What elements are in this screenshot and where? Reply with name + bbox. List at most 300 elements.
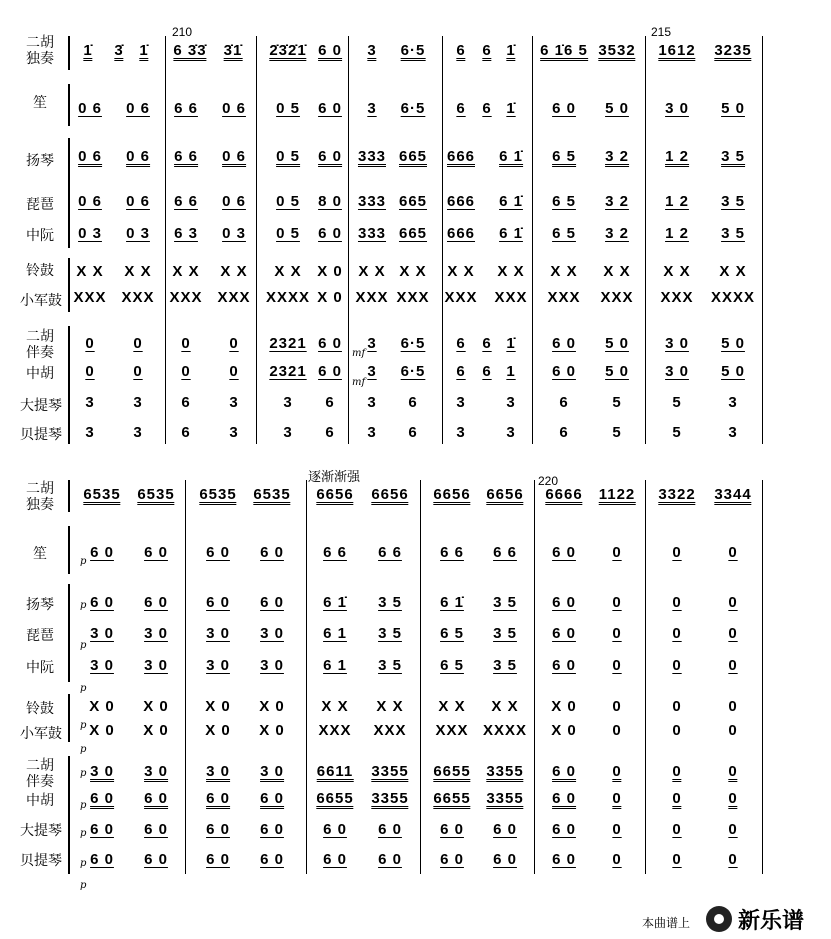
sys2-erhu_solo-note: 6656 <box>433 486 471 503</box>
label-linggu-1: 铃鼓 <box>26 262 54 278</box>
sys1-yangqin-note: 6 6 <box>174 148 198 165</box>
sys2-cello-note: 6 0 <box>90 821 114 838</box>
sys2-linggu-note: X 0 <box>205 698 231 715</box>
sys2-linggu-note: X X <box>321 698 349 715</box>
sys2-yangqin-note: 6 1̇ <box>440 594 464 611</box>
sys1-erhu_acc-note: 0 <box>85 335 95 352</box>
sys1-yangqin-note: 1 2 <box>665 148 689 165</box>
sys1-zhonghu-note: 5 0 <box>605 363 629 380</box>
sys1-yangqin-note: 0 6 <box>78 148 102 165</box>
sys1-erhu_acc-note: 3 <box>367 335 377 352</box>
sys2-group-bracket <box>68 584 73 682</box>
sys1-zhongruan-note: 0 5 <box>276 225 300 242</box>
sys1-yangqin-note: 6 1̇ <box>499 148 523 165</box>
sys1-snare-note: XXX <box>660 289 694 306</box>
sys2-erhu_acc-note: 3 0 <box>144 763 168 780</box>
sys1-zhonghu-note: 0 <box>85 363 95 380</box>
sys1-zhonghu-note: 6 <box>456 363 466 380</box>
sys1-sheng-note: 6 0 <box>552 100 576 117</box>
sys1-barline <box>256 36 257 444</box>
label-erhu-solo-1: 二胡 独奏 <box>26 34 54 66</box>
sys2-erhu_acc-note: 3 0 <box>260 763 284 780</box>
sys1-snare-note: XXX <box>600 289 634 306</box>
sys1-pipa-note: 6 5 <box>552 193 576 210</box>
sys2-cello-note: 6 0 <box>260 821 284 838</box>
sys1-linggu-note: X X <box>719 263 747 280</box>
sys2-group-bracket <box>68 526 73 574</box>
sys2-sheng-note: 6 6 <box>323 544 347 561</box>
sys1-bass-note: 6 <box>181 424 191 441</box>
sys2-linggu-note: 0 <box>612 698 622 715</box>
sys1-yangqin-note: 665 <box>398 148 428 165</box>
sys2-bass-note: 0 <box>672 851 682 868</box>
sys2-yangqin-note: 6 0 <box>552 594 576 611</box>
sys1-bass-note: 3 <box>506 424 516 441</box>
sys2-snare-note: X 0 <box>143 722 169 739</box>
sys1-erhu_acc-note: 0 <box>133 335 143 352</box>
sys2-bass-note: 6 0 <box>378 851 402 868</box>
sys1-cello-note: 3 <box>728 394 738 411</box>
sys1-zhongruan-note: 3 2 <box>605 225 629 242</box>
sys1-barline <box>348 36 349 444</box>
sys2-sheng-note: 0 <box>672 544 682 561</box>
label-zhongruan-2: 中阮 <box>26 659 54 675</box>
sys2-bass-note: 6 0 <box>552 851 576 868</box>
sys2-snare-note: X 0 <box>205 722 231 739</box>
sys2-zhongruan-note: 6 5 <box>440 657 464 674</box>
label-zhonghu-2: 中胡 <box>26 792 54 808</box>
sys1-pipa-note: 0 6 <box>126 193 150 210</box>
dynamic-mf: mf <box>352 348 366 359</box>
sys1-snare-note: XXXX <box>265 289 311 306</box>
sys1-erhu_solo-note: 1̇ <box>83 42 93 59</box>
sys2-linggu-note: 0 <box>728 698 738 715</box>
sys1-sheng-note: 6 6 <box>174 100 198 117</box>
sys1-zhongruan-note: 6 0 <box>318 225 342 242</box>
sys1-linggu-note: X X <box>124 263 152 280</box>
sys2-snare-note: 0 <box>612 722 622 739</box>
sys1-erhu_acc-note: 2321 <box>269 335 307 352</box>
sys2-zhonghu-note: 6 0 <box>206 790 230 807</box>
sys1-linggu-note: X X <box>497 263 525 280</box>
dynamic-p: p <box>80 880 87 891</box>
sys1-erhu_solo-note: 3̇ <box>114 42 124 59</box>
sys1-zhonghu-note: 2321 <box>269 363 307 380</box>
sys2-pipa-note: 3 5 <box>493 625 517 642</box>
sys2-erhu_solo-note: 6666 <box>545 486 583 503</box>
sys2-pipa-note: 6 5 <box>440 625 464 642</box>
sys1-pipa-note: 666 <box>446 193 476 210</box>
sys1-erhu_solo-note: 6·5 <box>400 42 426 59</box>
sys2-cello-note: 6 0 <box>378 821 402 838</box>
sys2-yangqin-note: 6 0 <box>260 594 284 611</box>
sys2-linggu-note: X X <box>438 698 466 715</box>
sys1-yangqin-note: 3 2 <box>605 148 629 165</box>
sys1-snare-note: XXX <box>217 289 251 306</box>
sys1-linggu-note: X X <box>447 263 475 280</box>
sys1-linggu-note: X X <box>603 263 631 280</box>
measure-number-210: 210 <box>172 25 193 39</box>
sys1-snare-note: XXX <box>73 289 107 306</box>
sys1-cello-note: 3 <box>133 394 143 411</box>
sys1-sheng-note: 6 <box>456 100 466 117</box>
sys1-cello-note: 3 <box>456 394 466 411</box>
sys1-pipa-note: 665 <box>398 193 428 210</box>
sys1-barline <box>762 36 763 444</box>
label-cello-2: 大提琴 <box>20 822 62 838</box>
sys2-yangqin-note: 6 0 <box>144 594 168 611</box>
sys2-sheng-note: 6 0 <box>144 544 168 561</box>
sys1-yangqin-note: 6 0 <box>318 148 342 165</box>
sys1-zhongruan-note: 3 5 <box>721 225 745 242</box>
sys1-pipa-note: 3 5 <box>721 193 745 210</box>
sys1-snare-note: XXX <box>396 289 430 306</box>
sys2-snare-note: X 0 <box>89 722 115 739</box>
sys1-group-bracket <box>68 138 73 248</box>
sys1-zhonghu-note: 5 0 <box>721 363 745 380</box>
sys1-snare-note: XXX <box>355 289 389 306</box>
sys2-zhongruan-note: 3 0 <box>144 657 168 674</box>
sys2-bass-note: 6 0 <box>323 851 347 868</box>
label-sheng-2: 笙 <box>33 545 47 561</box>
sys1-bass-note: 5 <box>672 424 682 441</box>
sys2-zhongruan-note: 0 <box>672 657 682 674</box>
label-yangqin-1: 扬琴 <box>26 152 54 168</box>
label-snare-2: 小军鼓 <box>20 725 62 741</box>
sys2-yangqin-note: 6 0 <box>90 594 114 611</box>
sys1-zhonghu-note: 6 0 <box>552 363 576 380</box>
sys1-zhongruan-note: 6 5 <box>552 225 576 242</box>
watermark-text: 本曲谱上 <box>642 916 691 930</box>
sys2-zhongruan-note: 3 0 <box>206 657 230 674</box>
label-erhu-acc-2: 二胡 伴奏 <box>26 757 54 789</box>
sys1-linggu-note: X X <box>399 263 427 280</box>
sys1-yangqin-note: 3 5 <box>721 148 745 165</box>
sys1-pipa-note: 8 0 <box>318 193 342 210</box>
sys2-pipa-note: 0 <box>728 625 738 642</box>
sys1-linggu-note: X X <box>76 263 104 280</box>
label-erhu-acc-1: 二胡 伴奏 <box>26 328 54 360</box>
sys2-group-bracket <box>68 480 73 512</box>
sys1-sheng-note: 6 0 <box>318 100 342 117</box>
sys2-pipa-note: 6 1 <box>323 625 347 642</box>
sys1-cello-note: 3 <box>229 394 239 411</box>
sys1-snare-note: XXXX <box>710 289 756 306</box>
sys1-sheng-note: 3 <box>367 100 377 117</box>
sys2-sheng-note: 6 6 <box>493 544 517 561</box>
sys1-zhonghu-note: 0 <box>229 363 239 380</box>
sys2-zhongruan-note: 3 5 <box>493 657 517 674</box>
sys2-pipa-note: 0 <box>612 625 622 642</box>
sys2-zhongruan-note: 3 0 <box>90 657 114 674</box>
label-bass-2: 贝提琴 <box>20 852 62 868</box>
sys1-erhu_solo-note: 3̇1̇ <box>223 42 243 59</box>
dynamic-p: p <box>80 720 87 731</box>
sys1-zhonghu-note: 3 <box>367 363 377 380</box>
sys2-snare-note: XXX <box>373 722 407 739</box>
sys1-linggu-note: X X <box>274 263 302 280</box>
sys1-erhu_solo-note: 2̇3̇2̇1̇ <box>269 42 307 59</box>
sys2-linggu-note: X 0 <box>551 698 577 715</box>
sys2-snare-note: XXX <box>435 722 469 739</box>
sys2-linggu-note: X 0 <box>143 698 169 715</box>
sys2-cello-note: 6 0 <box>493 821 517 838</box>
sys1-erhu_acc-note: 6 <box>456 335 466 352</box>
sys1-zhonghu-note: 0 <box>181 363 191 380</box>
sys1-bass-note: 6 <box>559 424 569 441</box>
sys2-zhonghu-note: 6655 <box>433 790 471 807</box>
sys2-yangqin-note: 0 <box>612 594 622 611</box>
sys1-barline <box>165 36 166 444</box>
label-zhonghu-1: 中胡 <box>26 365 54 381</box>
sys2-erhu_acc-note: 3355 <box>371 763 409 780</box>
sys1-sheng-note: 6 <box>482 100 492 117</box>
sys2-cello-note: 0 <box>728 821 738 838</box>
sys2-yangqin-note: 6 0 <box>206 594 230 611</box>
sys1-cello-note: 3 <box>85 394 95 411</box>
label-linggu-2: 铃鼓 <box>26 700 54 716</box>
sys1-bass-note: 3 <box>728 424 738 441</box>
sys2-pipa-note: 3 0 <box>90 625 114 642</box>
sys2-barline <box>534 480 535 874</box>
sys1-yangqin-note: 666 <box>446 148 476 165</box>
sys2-yangqin-note: 3 5 <box>493 594 517 611</box>
sys2-bass-note: 6 0 <box>260 851 284 868</box>
sys2-snare-note: 0 <box>728 722 738 739</box>
sys1-erhu_solo-note: 6 <box>456 42 466 59</box>
label-snare-1: 小军鼓 <box>20 292 62 308</box>
sys1-erhu_solo-note: 3235 <box>714 42 752 59</box>
sys1-linggu-note: X X <box>220 263 248 280</box>
sys1-group-bracket <box>68 326 73 444</box>
sys1-cello-note: 6 <box>181 394 191 411</box>
sys2-sheng-note: 6 0 <box>260 544 284 561</box>
sys2-sheng-note: 0 <box>728 544 738 561</box>
sys2-erhu_solo-note: 6656 <box>316 486 354 503</box>
sys1-erhu_acc-note: 0 <box>181 335 191 352</box>
sys2-linggu-note: X 0 <box>89 698 115 715</box>
label-zhongruan-1: 中阮 <box>26 227 54 243</box>
sys2-cello-note: 6 0 <box>323 821 347 838</box>
sys1-erhu_solo-note: 6 3̇3̇ <box>173 42 207 59</box>
sys1-yangqin-note: 6 5 <box>552 148 576 165</box>
sys2-cello-note: 6 0 <box>206 821 230 838</box>
sys1-sheng-note: 0 6 <box>222 100 246 117</box>
sys1-zhongruan-note: 6 3 <box>174 225 198 242</box>
sys1-group-bracket <box>68 84 73 126</box>
sys2-zhonghu-note: 6 0 <box>260 790 284 807</box>
sys1-bass-note: 3 <box>367 424 377 441</box>
sys1-zhongruan-note: 6 1̇ <box>499 225 523 242</box>
sys1-bass-note: 5 <box>612 424 622 441</box>
measure-number-215: 215 <box>651 25 672 39</box>
dynamic-p: p <box>80 800 87 811</box>
sys2-group-bracket <box>68 756 73 874</box>
sys1-barline <box>442 36 443 444</box>
sys2-bass-note: 0 <box>612 851 622 868</box>
sys1-bass-note: 3 <box>283 424 293 441</box>
sys2-zhonghu-note: 0 <box>612 790 622 807</box>
sys2-erhu_solo-note: 6656 <box>486 486 524 503</box>
sys1-zhongruan-note: 0 3 <box>222 225 246 242</box>
sys1-snare-note: XXX <box>121 289 155 306</box>
sys1-erhu_acc-note: 3 0 <box>665 335 689 352</box>
sys2-zhongruan-note: 0 <box>728 657 738 674</box>
site-logo: 新乐谱 <box>738 908 805 933</box>
sys2-bass-note: 6 0 <box>493 851 517 868</box>
sys1-erhu_solo-note: 1̇ <box>506 42 516 59</box>
sys1-linggu-note: X 0 <box>317 263 343 280</box>
sys1-pipa-note: 6 1̇ <box>499 193 523 210</box>
sys2-sheng-note: 6 6 <box>378 544 402 561</box>
sys2-snare-note: XXXX <box>482 722 528 739</box>
label-pipa-1: 琵琶 <box>26 196 54 212</box>
sys2-group-bracket <box>68 694 73 742</box>
sys1-pipa-note: 0 6 <box>78 193 102 210</box>
sys2-erhu_acc-note: 3 0 <box>206 763 230 780</box>
sys1-group-bracket <box>68 36 73 70</box>
sys2-erhu_acc-note: 6611 <box>316 763 354 780</box>
sys2-erhu_solo-note: 6535 <box>83 486 121 503</box>
sys2-cello-note: 0 <box>672 821 682 838</box>
sys1-cello-note: 6 <box>408 394 418 411</box>
sys2-zhongruan-note: 3 0 <box>260 657 284 674</box>
sys1-yangqin-note: 0 5 <box>276 148 300 165</box>
sys2-erhu_acc-note: 6 0 <box>552 763 576 780</box>
sys1-bass-note: 3 <box>133 424 143 441</box>
sys2-yangqin-note: 0 <box>672 594 682 611</box>
sys1-erhu_solo-note: 3 <box>367 42 377 59</box>
sys1-erhu_solo-note: 6 0 <box>318 42 342 59</box>
sys1-barline <box>645 36 646 444</box>
sys1-yangqin-note: 0 6 <box>126 148 150 165</box>
sys1-sheng-note: 0 6 <box>78 100 102 117</box>
sys1-erhu_acc-note: 6 0 <box>552 335 576 352</box>
sys2-zhonghu-note: 6 0 <box>144 790 168 807</box>
sys1-bass-note: 6 <box>408 424 418 441</box>
sys2-zhonghu-note: 0 <box>728 790 738 807</box>
sys1-erhu_acc-note: 6·5 <box>400 335 426 352</box>
sys2-erhu_solo-note: 6656 <box>371 486 409 503</box>
sys2-yangqin-note: 6 1̇ <box>323 594 347 611</box>
logo-icon <box>706 906 732 932</box>
sys2-erhu_solo-note: 1122 <box>598 486 636 503</box>
sys1-zhonghu-note: 6 0 <box>318 363 342 380</box>
sys1-sheng-note: 1̇ <box>506 100 516 117</box>
sys2-erhu_acc-note: 0 <box>612 763 622 780</box>
sys1-cello-note: 3 <box>367 394 377 411</box>
sys1-erhu_acc-note: 1̇ <box>506 335 516 352</box>
sys1-sheng-note: 5 0 <box>721 100 745 117</box>
sys1-pipa-note: 333 <box>357 193 387 210</box>
sys2-zhonghu-note: 3355 <box>486 790 524 807</box>
sys1-erhu_solo-note: 6 1̇6 5 <box>540 42 588 59</box>
dynamic-p: p <box>80 744 87 755</box>
dynamic-p: p <box>80 556 87 567</box>
sys1-pipa-note: 1 2 <box>665 193 689 210</box>
sys1-bass-note: 3 <box>85 424 95 441</box>
label-yangqin-2: 扬琴 <box>26 596 54 612</box>
sys1-erhu_solo-note: 3532 <box>598 42 636 59</box>
sys2-sheng-note: 6 6 <box>440 544 464 561</box>
sys1-zhonghu-note: 3 0 <box>665 363 689 380</box>
label-bass-1: 贝提琴 <box>20 426 62 442</box>
dynamic-p: p <box>80 828 87 839</box>
sys1-bass-note: 6 <box>325 424 335 441</box>
sys1-barline <box>532 36 533 444</box>
sys2-zhonghu-note: 6655 <box>316 790 354 807</box>
sys1-linggu-note: X X <box>663 263 691 280</box>
sys1-zhongruan-note: 665 <box>398 225 428 242</box>
sys1-zhongruan-note: 1 2 <box>665 225 689 242</box>
sys2-snare-note: X 0 <box>551 722 577 739</box>
sys2-snare-note: X 0 <box>259 722 285 739</box>
sys2-pipa-note: 3 0 <box>260 625 284 642</box>
sys1-snare-note: XXX <box>547 289 581 306</box>
sys2-erhu_solo-note: 6535 <box>199 486 237 503</box>
sys2-zhonghu-note: 6 0 <box>90 790 114 807</box>
sys2-bass-note: 6 0 <box>90 851 114 868</box>
sys1-erhu_acc-note: 5 0 <box>605 335 629 352</box>
sys1-erhu_solo-note: 1̇ <box>139 42 149 59</box>
sys1-bass-note: 3 <box>229 424 239 441</box>
sys1-erhu_acc-note: 0 <box>229 335 239 352</box>
sys2-zhonghu-note: 6 0 <box>552 790 576 807</box>
sys2-pipa-note: 3 0 <box>144 625 168 642</box>
label-sheng-1: 笙 <box>33 94 47 110</box>
sys1-erhu_acc-note: 6 <box>482 335 492 352</box>
sys2-erhu_solo-note: 3344 <box>714 486 752 503</box>
sys1-sheng-note: 3 0 <box>665 100 689 117</box>
sys1-linggu-note: X X <box>550 263 578 280</box>
sys1-erhu_acc-note: 5 0 <box>721 335 745 352</box>
sys1-snare-note: XXX <box>494 289 528 306</box>
sys1-zhonghu-note: 1 <box>506 363 516 380</box>
sys2-linggu-note: 0 <box>672 698 682 715</box>
sys1-zhongruan-note: 666 <box>446 225 476 242</box>
dynamic-p: p <box>80 683 87 694</box>
dynamic-p: p <box>80 768 87 779</box>
sys1-cello-note: 5 <box>672 394 682 411</box>
sys2-yangqin-note: 3 5 <box>378 594 402 611</box>
sys1-cello-note: 3 <box>283 394 293 411</box>
sys2-cello-note: 6 0 <box>440 821 464 838</box>
sys1-zhongruan-note: 0 3 <box>126 225 150 242</box>
sys1-yangqin-note: 0 6 <box>222 148 246 165</box>
sys1-zhonghu-note: 6·5 <box>400 363 426 380</box>
sys2-zhonghu-note: 3355 <box>371 790 409 807</box>
sys2-zhongruan-note: 3 5 <box>378 657 402 674</box>
sys2-sheng-note: 0 <box>612 544 622 561</box>
sys1-erhu_solo-note: 1612 <box>658 42 696 59</box>
sys2-erhu_acc-note: 3355 <box>486 763 524 780</box>
sys1-group-bracket <box>68 258 73 312</box>
sys2-cello-note: 6 0 <box>144 821 168 838</box>
sys2-erhu_solo-note: 6535 <box>253 486 291 503</box>
sys2-pipa-note: 0 <box>672 625 682 642</box>
sys2-zhongruan-note: 6 0 <box>552 657 576 674</box>
sys1-cello-note: 6 <box>559 394 569 411</box>
sys2-bass-note: 6 0 <box>144 851 168 868</box>
sys1-pipa-note: 3 2 <box>605 193 629 210</box>
sys1-pipa-note: 6 6 <box>174 193 198 210</box>
sys2-zhonghu-note: 0 <box>672 790 682 807</box>
label-cello-1: 大提琴 <box>20 397 62 413</box>
sys1-zhonghu-note: 0 <box>133 363 143 380</box>
expression-crescendo: 逐渐渐强 <box>308 469 361 484</box>
dynamic-mf: mf <box>352 377 366 388</box>
sys1-cello-note: 3 <box>506 394 516 411</box>
